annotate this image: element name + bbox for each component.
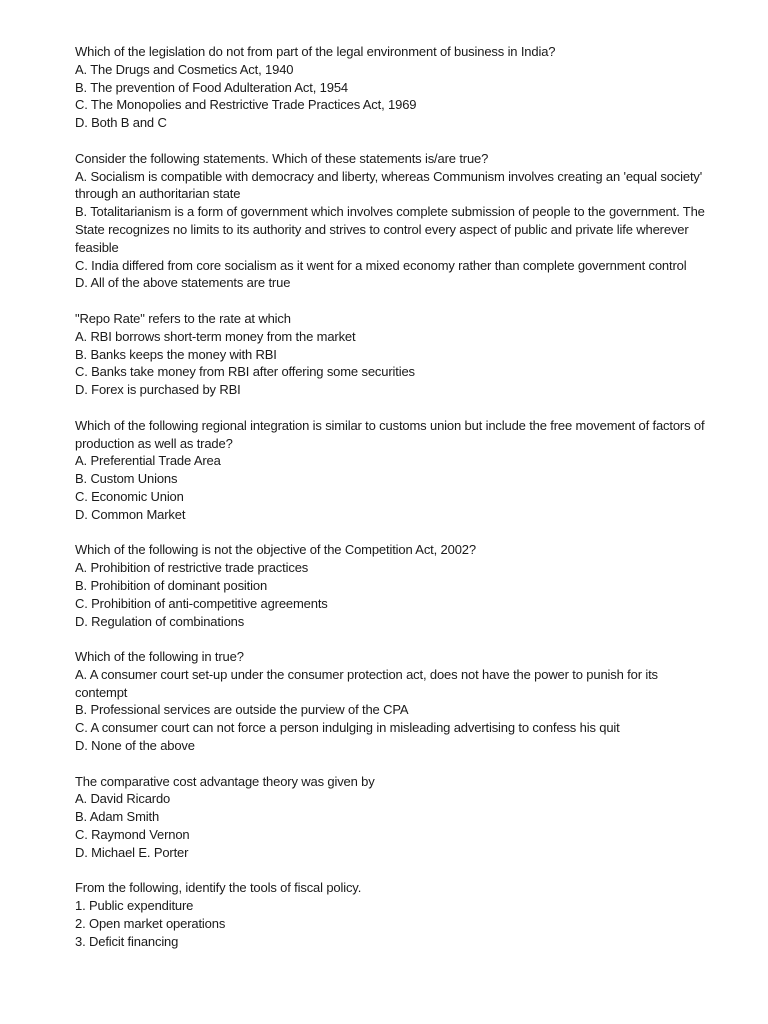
question-stem: Which of the following in true? — [75, 649, 244, 665]
answer-option: B. Totalitarianism is a form of government which involves complete submission of people to the government. The State recognizes no limits to its authority and strives to control every aspect of public and private life wherever feasible — [75, 204, 705, 255]
answer-option: B. Banks keeps the money with RBI — [75, 346, 277, 362]
answer-option: A. David Ricardo — [75, 791, 171, 807]
question-8 — [75, 879, 705, 950]
answer-option: D. Common Market — [75, 506, 186, 522]
answer-option: A. Prohibition of restrictive trade practices — [75, 560, 309, 576]
answer-option: B. The prevention of Food Adulteration Act, 1954 — [75, 79, 348, 95]
answer-option: C. Prohibition of anti-competitive agreements — [75, 595, 328, 611]
answer-option: B. Custom Unions — [75, 471, 178, 487]
answer-option: C. Economic Union — [75, 488, 184, 504]
question-5 — [75, 541, 705, 630]
question-stem: Which of the legislation do not from part of the legal environment of business in India? — [75, 44, 556, 59]
question-stem: The comparative cost advantage theory was given by — [75, 773, 375, 789]
answer-option: A. Preferential Trade Area — [75, 453, 221, 469]
question-stem: Which of the following is not the objective of the Competition Act, 2002? — [75, 542, 476, 558]
answer-option: B. Adam Smith — [75, 809, 160, 825]
answer-option: B. Prohibition of dominant position — [75, 577, 268, 593]
answer-option: D. Regulation of combinations — [75, 613, 245, 629]
question-stem: Consider the following statements. Which of these statements is/are true? — [75, 150, 489, 166]
document-page — [75, 43, 705, 951]
question-stem: From the following, identify the tools of fiscal policy. — [75, 880, 362, 896]
answer-option: D. Both B and C — [75, 115, 167, 131]
question-1 — [75, 43, 705, 132]
answer-option: C. A consumer court can not force a person indulging in misleading advertising to confess his quit — [75, 720, 620, 736]
answer-option: B. Professional services are outside the purview of the CPA — [75, 702, 409, 718]
question-2 — [75, 150, 705, 292]
answer-option: A. Socialism is compatible with democracy and liberty, whereas Communism involves creating an 'equal society' through an authoritarian state — [75, 168, 703, 202]
answer-option: D. All of the above statements are true — [75, 275, 291, 291]
answer-option: 1. Public expenditure — [75, 898, 194, 914]
answer-option: 2. Open market operations — [75, 916, 226, 932]
question-3 — [75, 310, 705, 399]
answer-option: A. RBI borrows short-term money from the market — [75, 328, 356, 344]
answer-option: C. Banks take money from RBI after offering some securities — [75, 364, 415, 380]
answer-option: C. The Monopolies and Restrictive Trade Practices Act, 1969 — [75, 97, 417, 113]
answer-option: D. Forex is purchased by RBI — [75, 382, 241, 398]
question-7 — [75, 773, 705, 862]
answer-option: C. Raymond Vernon — [75, 827, 190, 843]
question-stem: Which of the following regional integration is similar to customs union but include the free movement of factors of production as well as trade? — [75, 417, 705, 451]
answer-option: A. A consumer court set-up under the consumer protection act, does not have the power to punish for its contempt — [75, 666, 658, 700]
question-stem: "Repo Rate" refers to the rate at which — [75, 310, 291, 326]
answer-option: A. The Drugs and Cosmetics Act, 1940 — [75, 61, 294, 77]
question-4 — [75, 417, 705, 524]
answer-option: D. Michael E. Porter — [75, 844, 189, 860]
answer-option: D. None of the above — [75, 738, 195, 754]
answer-option: 3. Deficit financing — [75, 933, 179, 949]
question-6 — [75, 648, 705, 755]
answer-option: C. India differed from core socialism as it went for a mixed economy rather than complete government control — [75, 257, 687, 273]
